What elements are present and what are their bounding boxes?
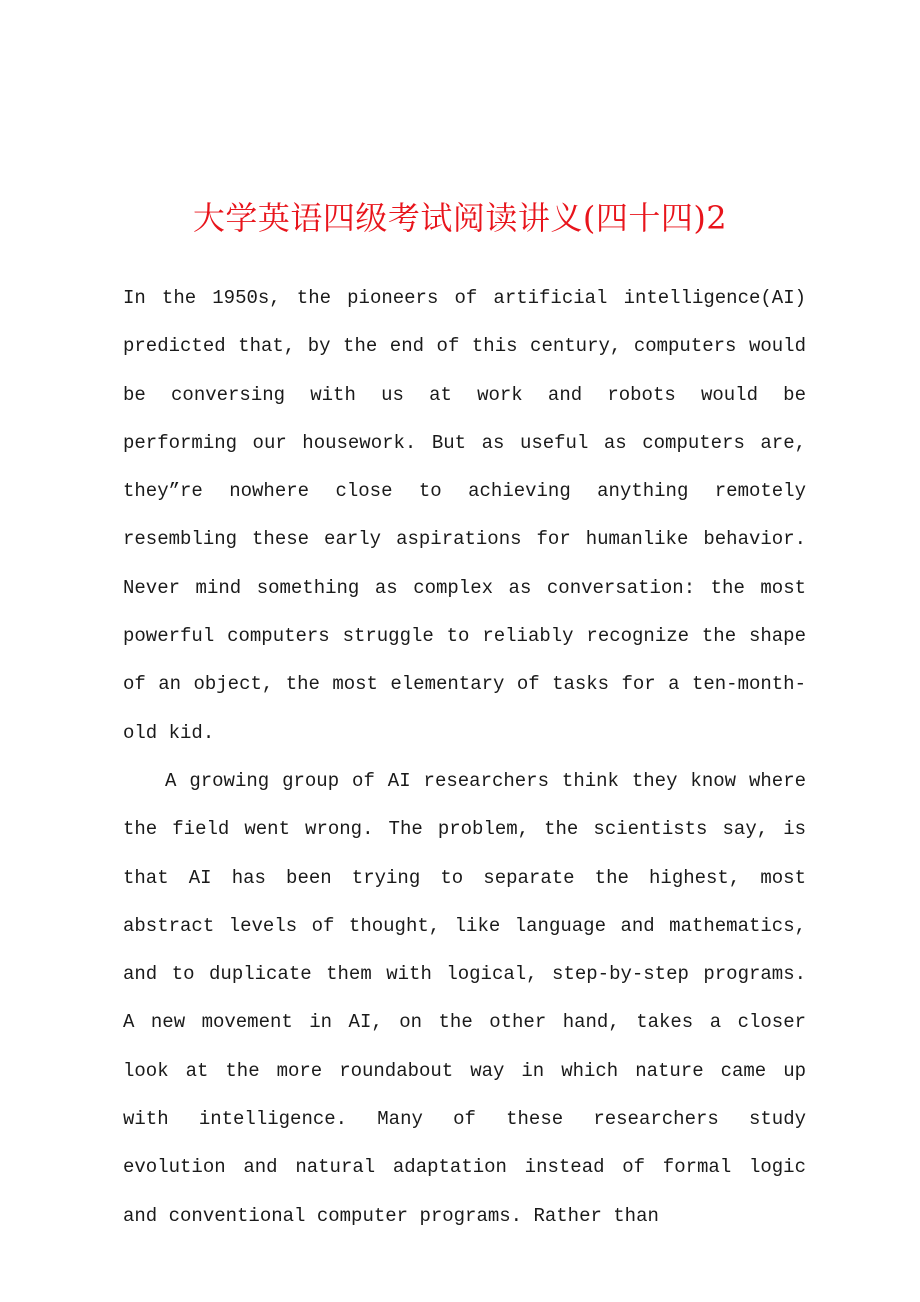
paragraph-2: A growing group of AI researchers think they know where the field went wrong. The problem, the scientists say, is that AI has been trying to separate the highest, most abstract levels of thought, like language and mathematics, and to duplicate them with logical, step-by-step programs. A new movement in AI, on the other hand, takes a closer look at the more roundabout way in which nature came up with intelligence. Many of these researchers study evolution and natural adaptation instead of formal logic and conventional computer programs. Rather than	[123, 769, 806, 1227]
document-body	[123, 274, 806, 1240]
document-title: 大学英语四级考试阅读讲义(四十四)2	[192, 199, 728, 237]
paragraph-1: In the 1950s, the pioneers of artificial intelligence(AI) predicted that, by the end of this century, computers would be conversing with us at work and robots would be performing our housework. But as useful as computers are, they”re nowhere close to achieving anything remotely resembling these early aspirations for humanlike behavior. Never mind something as complex as conversation: the most powerful computers struggle to reliably recognize the shape of an object, the most elementary of tasks for a ten-month-old kid.	[123, 287, 806, 744]
